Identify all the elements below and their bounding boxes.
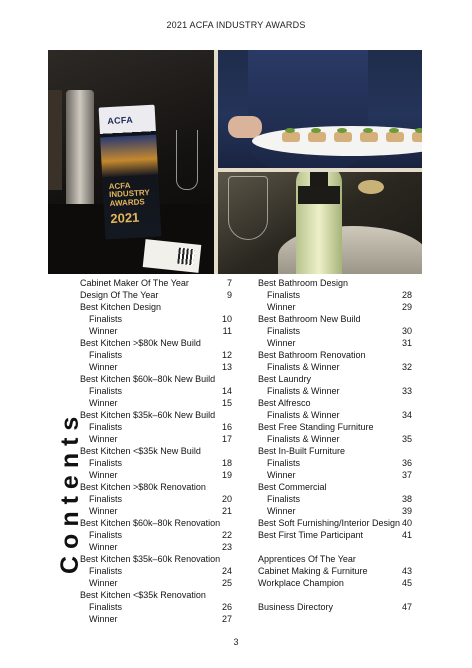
toc-entry[interactable] — [80, 421, 232, 433]
toc-entry[interactable] — [258, 337, 412, 349]
toc-entry[interactable] — [80, 517, 232, 529]
toc-entry-label: Cabinet Maker Of The Year — [80, 278, 189, 288]
toc-entry-label: Winner — [89, 326, 118, 336]
toc-entry[interactable] — [80, 553, 232, 565]
toc-column-left — [80, 277, 232, 625]
toc-entry[interactable] — [258, 445, 412, 457]
page-header: 2021 ACFA INDUSTRY AWARDS — [166, 20, 306, 30]
toc-entry[interactable] — [258, 565, 412, 577]
toc-entry[interactable] — [80, 457, 232, 469]
toc-entry[interactable] — [80, 469, 232, 481]
candelabra-prop — [66, 90, 94, 220]
toc-entry[interactable] — [258, 457, 412, 469]
toc-entry-label: Winner — [267, 470, 296, 480]
toc-entry[interactable] — [258, 421, 412, 433]
toc-entry[interactable] — [80, 529, 232, 541]
toc-entry-page: 10 — [221, 314, 232, 324]
toc-entry[interactable] — [80, 337, 232, 349]
toc-entry-label: Best Laundry — [258, 374, 312, 384]
canape — [282, 132, 300, 142]
toc-entry-label: Best Bathroom New Build — [258, 314, 361, 324]
toc-entry-page: 11 — [222, 326, 232, 336]
toc-entry-page: 36 — [401, 458, 412, 468]
toc-entry[interactable] — [80, 289, 232, 301]
toc-entry-label: Best Bathroom Renovation — [258, 350, 366, 360]
toc-entry[interactable] — [80, 373, 232, 385]
toc-entry[interactable] — [80, 589, 232, 601]
toc-entry[interactable] — [80, 313, 232, 325]
chef-hand — [228, 116, 262, 138]
canape — [386, 132, 404, 142]
toc-entry[interactable] — [80, 433, 232, 445]
toc-entry-page: 14 — [221, 386, 232, 396]
toc-entry[interactable] — [258, 289, 412, 301]
toc-entry-label: Winner — [89, 398, 118, 408]
toc-entry[interactable] — [258, 373, 412, 385]
toc-entry[interactable] — [258, 553, 412, 565]
toc-entry[interactable] — [80, 349, 232, 361]
toc-entry-label: Finalists — [267, 458, 301, 468]
toc-entry-label: Winner — [89, 614, 118, 624]
toc-entry[interactable] — [80, 409, 232, 421]
toc-entry[interactable] — [258, 385, 412, 397]
toc-entry-label: Finalists — [89, 314, 123, 324]
toc-entry[interactable] — [80, 385, 232, 397]
toc-entry[interactable] — [258, 493, 412, 505]
book-prop — [48, 90, 62, 190]
toc-entry-label: Finalists — [89, 386, 123, 396]
toc-entry-label: Business Directory — [258, 602, 334, 612]
toc-entry-page: 37 — [401, 470, 412, 480]
wine-glass — [228, 176, 268, 240]
toc-entry-label: Winner — [89, 578, 118, 588]
toc-entry-label: Finalists — [89, 530, 123, 540]
toc-entry-page: 45 — [401, 578, 412, 588]
toc-entry-page: 40 — [401, 518, 412, 528]
toc-entry-label: Best Alfresco — [258, 398, 311, 408]
toc-entry-label: Finalists — [89, 350, 123, 360]
toc-entry-page: 43 — [401, 566, 412, 576]
toc-entry-page: 24 — [221, 566, 232, 576]
toc-entry-page: 22 — [221, 530, 232, 540]
toc-entry[interactable] — [80, 565, 232, 577]
toc-entry-label: Finalists — [89, 602, 123, 612]
toc-entry[interactable] — [80, 613, 232, 625]
toc-entry-page: 23 — [221, 542, 232, 552]
toc-entry[interactable] — [80, 601, 232, 613]
canape — [412, 132, 422, 142]
toc-entry-label: Finalists — [267, 290, 301, 300]
toc-entry-label: Winner — [89, 542, 118, 552]
toc-entry-label: Best Soft Furnishing/Interior Design — [258, 518, 401, 528]
table-card — [143, 239, 202, 273]
toc-entry-label: Finalists — [89, 566, 123, 576]
toc-entry-page: 18 — [221, 458, 232, 468]
toc-entry-label: Workplace Champion — [258, 578, 344, 588]
toc-entry-page: 7 — [226, 278, 232, 288]
toc-entry-label: Best Commercial — [258, 482, 327, 492]
canape — [308, 132, 326, 142]
toc-entry-label: Winner — [267, 338, 296, 348]
contents-heading: Contents — [56, 409, 84, 574]
toc-entry-page: 41 — [401, 530, 412, 540]
photo-collage — [48, 50, 422, 274]
toc-entry[interactable] — [80, 325, 232, 337]
chef-plating-photo — [218, 50, 422, 168]
toc-entry-label: Finalists & Winner — [267, 434, 340, 444]
toc-entry[interactable] — [258, 481, 412, 493]
toc-entry-label: Best Bathroom Design — [258, 278, 349, 288]
toc-entry-label: Best In-Built Furniture — [258, 446, 346, 456]
acfa-logo: ACFA — [107, 114, 134, 127]
banner-text: ACFA INDUSTRY AWARDS — [108, 181, 150, 208]
toc-entry-label: Winner — [267, 302, 296, 312]
wine-glass — [176, 130, 198, 190]
toc-entry-label: Design Of The Year — [80, 290, 159, 300]
toc-entry-label: Finalists — [89, 494, 123, 504]
qr-code-icon — [177, 248, 195, 266]
bottle-label — [298, 186, 340, 204]
toc-entry-page: 21 — [221, 506, 232, 516]
bottle-neck — [310, 172, 328, 186]
toc-entry[interactable] — [258, 301, 412, 313]
toc-entry-page: 15 — [221, 398, 232, 408]
toc-entry-label: Best Free Standing Furniture — [258, 422, 374, 432]
canape — [334, 132, 352, 142]
toc-entry-label: Best First Time Participant — [258, 530, 364, 540]
toc-entry[interactable] — [258, 325, 412, 337]
toc-entry[interactable] — [258, 505, 412, 517]
toc-entry-page: 38 — [401, 494, 412, 504]
toc-entry-label: Winner — [89, 362, 118, 372]
toc-entry[interactable] — [80, 541, 232, 553]
toc-entry-label: Best Kitchen $35k–60k Renovation — [80, 554, 221, 564]
toc-entry[interactable] — [80, 493, 232, 505]
toc-entry-page: 13 — [221, 362, 232, 372]
toc-spacer — [258, 541, 412, 553]
toc-entry[interactable] — [80, 277, 232, 289]
toc-entry-page: 32 — [401, 362, 412, 372]
wine-bottle-photo — [218, 172, 422, 274]
toc-entry-page: 31 — [401, 338, 412, 348]
toc-entry[interactable] — [80, 301, 232, 313]
toc-entry-page: 33 — [401, 386, 412, 396]
toc-entry[interactable] — [258, 577, 412, 589]
banner-year: 2021 — [110, 209, 140, 227]
spoon-prop — [358, 180, 384, 194]
toc-entry-label: Best Kitchen Design — [80, 302, 162, 312]
toc-entry-page: 25 — [221, 578, 232, 588]
toc-entry-label: Best Kitchen >$80k New Build — [80, 338, 201, 348]
toc-entry[interactable] — [258, 409, 412, 421]
toc-entry[interactable] — [80, 397, 232, 409]
toc-entry-label: Winner — [89, 470, 118, 480]
toc-entry-page: 27 — [221, 614, 232, 624]
toc-entry-page: 30 — [401, 326, 412, 336]
toc-entry[interactable] — [258, 433, 412, 445]
canape — [360, 132, 378, 142]
toc-entry-label: Best Kitchen $35k–60k New Build — [80, 410, 216, 420]
toc-entry-page: 34 — [401, 410, 412, 420]
toc-entry[interactable] — [258, 313, 412, 325]
awards-banner — [99, 105, 162, 240]
toc-entry[interactable] — [258, 397, 412, 409]
toc-entry-page: 28 — [401, 290, 412, 300]
toc-entry-label: Winner — [89, 434, 118, 444]
toc-entry[interactable] — [80, 577, 232, 589]
toc-entry-label: Finalists — [89, 422, 123, 432]
toc-entry[interactable] — [80, 361, 232, 373]
toc-entry-label: Best Kitchen >$80k Renovation — [80, 482, 206, 492]
toc-entry-page: 19 — [221, 470, 232, 480]
toc-entry-label: Winner — [267, 506, 296, 516]
toc-entry-label: Finalists & Winner — [267, 362, 340, 372]
toc-entry-label: Winner — [89, 506, 118, 516]
toc-entry-page: 39 — [401, 506, 412, 516]
toc-entry-label: Apprentices Of The Year — [258, 554, 356, 564]
toc-entry-page: 16 — [221, 422, 232, 432]
toc-entry-page: 26 — [221, 602, 232, 612]
toc-entry-page: 12 — [221, 350, 232, 360]
city-skyline-graphic — [100, 135, 158, 178]
toc-entry[interactable] — [258, 601, 412, 613]
toc-entry[interactable] — [258, 469, 412, 481]
toc-entry-label: Best Kitchen $60k–80k New Build — [80, 374, 216, 384]
toc-entry-page: 29 — [401, 302, 412, 312]
awards-table-photo — [48, 50, 214, 274]
page-number: 3 — [233, 637, 239, 647]
toc-entry[interactable] — [80, 505, 232, 517]
toc-entry-page: 20 — [221, 494, 232, 504]
toc-entry-label: Best Kitchen $60k–80k Renovation — [80, 518, 221, 528]
toc-spacer — [258, 589, 412, 601]
toc-entry-page: 47 — [401, 602, 412, 612]
toc-entry-page: 35 — [401, 434, 412, 444]
toc-entry-label: Finalists — [267, 326, 301, 336]
toc-entry-label: Finalists — [89, 458, 123, 468]
toc-entry-label: Finalists & Winner — [267, 410, 340, 420]
toc-entry[interactable] — [258, 517, 412, 529]
toc-entry[interactable] — [80, 481, 232, 493]
toc-entry[interactable] — [80, 445, 232, 457]
toc-entry-page: 9 — [226, 290, 232, 300]
toc-entry[interactable] — [258, 277, 412, 289]
toc-entry[interactable] — [258, 349, 412, 361]
toc-entry-label: Best Kitchen <$35k Renovation — [80, 590, 206, 600]
toc-entry-label: Finalists & Winner — [267, 386, 340, 396]
toc-entry-label: Best Kitchen <$35k New Build — [80, 446, 201, 456]
toc-entry-page: 17 — [221, 434, 232, 444]
toc-entry-label: Cabinet Making & Furniture — [258, 566, 368, 576]
toc-column-right — [258, 277, 412, 613]
toc-entry-label: Finalists — [267, 494, 301, 504]
toc-entry[interactable] — [258, 529, 412, 541]
toc-entry[interactable] — [258, 361, 412, 373]
